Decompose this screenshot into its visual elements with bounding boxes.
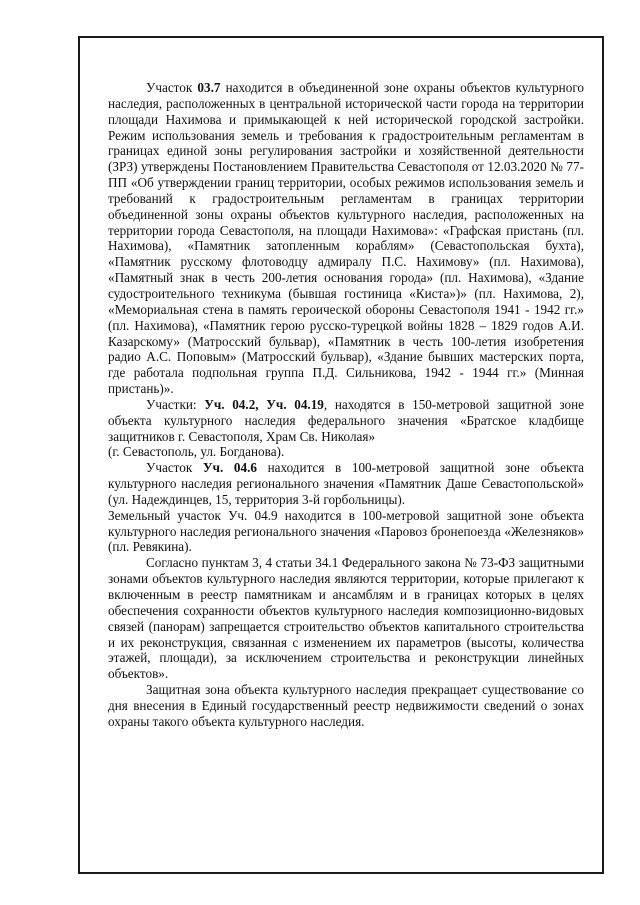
text-run: Участок xyxy=(146,460,203,476)
text-run: находится в 100-метровой защитной зоне объекта культурного наследия регионального значения «Памятник Даше Севастопольской» (ул. Надеждинцев, 15, территория 3-й горбольницы). xyxy=(108,460,584,507)
parcel-id-bold: Уч. 04.6 xyxy=(202,460,257,476)
text-run: Участки: xyxy=(146,396,205,412)
text-run: , находятся в 150-метровой защитной зоне объекта культурного наследия федерального значения «Братское кладбище защитников г. Севастополя, Храм Св. Николая» xyxy=(108,396,584,444)
paragraph-protection-zone-termination xyxy=(108,682,584,730)
text-run: Согласно пунктам 3, 4 статьи 34.1 Федерального закона № 73-ФЗ защитными зонами объектов культурного наследия являются территории, которые прилегают к включенным в реестр памятникам и ансамблям и в границах которых в целях обеспечения сохранности объектов культурного наследия композиционно-видовых связей (панорам) запрещается строительство объектов капитального строительства и их реконструкция, связанная с изменением их параметров (высоты, количества этажей, площади), за исключением строительства и реконструкции линейных объектов». xyxy=(108,555,584,682)
paragraph-zone-04-9 xyxy=(108,508,584,556)
paragraph-zone-04-2-04-19 xyxy=(108,397,584,445)
text-run: Участок xyxy=(146,80,198,95)
paragraph-zone-04-6 xyxy=(108,460,584,508)
paragraph-address-bogdanova xyxy=(108,444,584,460)
paragraph-law-73-fz xyxy=(108,555,584,682)
document-body xyxy=(108,80,584,730)
text-run: Земельный участок Уч. 04.9 находится в 100-метровой защитной зоне объекта культурного наследия регионального значения «Паровоз бронепоезда «Железняков» (пл. Ревякина). xyxy=(108,507,584,555)
parcel-id-bold: Уч. 04.2, Уч. 04.19 xyxy=(204,396,324,412)
text-run: Защитная зона объекта культурного наследия прекращает существование со дня внесения в Единый государственный реестр недвижимости сведений о зонах охраны такого объекта культурного наследия. xyxy=(108,682,584,729)
text-run: (г. Севастополь, ул. Богданова). xyxy=(108,444,285,460)
text-run: находится в объединенной зоне охраны объектов культурного наследия, расположенных в центральной исторической части города на территории площади Нахимова и примыкающей к ней исторической городской застройки. Режим использования земель и требования к градостроительным регламентам в границах единой зоны регулирования застройки и хозяйственной деятельности (ЗРЗ) утверждены Постановлением Правительства Севастополя от 12.03.2020 № 77-ПП «Об утверждении границ территории, особых режимов использования земель и требований к градостроительным регламентам в границах территории объединенной зоны охраны объектов культурного наследия, расположенных на территории города Севастополя, на площади Нахимова»: «Графская пристань (пл. Нахимова), «Памятник затопленным кораблям» (Севастопольская бухта), «Памятник русскому флотоводцу адмиралу П.С. Нахимову» (пл. Нахимова), «Памятный знак в честь 200-летия основания города» (пл. Нахимова), «Здание судостроительного техникума (бывшая гостиница «Киста»)» (пл. Нахимова, 2), «Мемориальная стена в память героической обороны Севастополя 1941 - 1942 гг.» (пл. Нахимова), «Памятник герою русско-турецкой войны 1828 – 1829 годов А.И. Казарскому» (Матросский бульвар), «Памятник в честь 100-летия изобретения радио А.С. Поповым» (Матросский бульвар), «Здание бывших мастерских порта, где работала подпольная группа П.Д. Сильникова, 1942 - 1944 гг.» (Минная пристань)». xyxy=(108,80,585,397)
paragraph-zone-03-7 xyxy=(108,80,584,397)
parcel-id-bold: 03.7 xyxy=(197,80,221,95)
